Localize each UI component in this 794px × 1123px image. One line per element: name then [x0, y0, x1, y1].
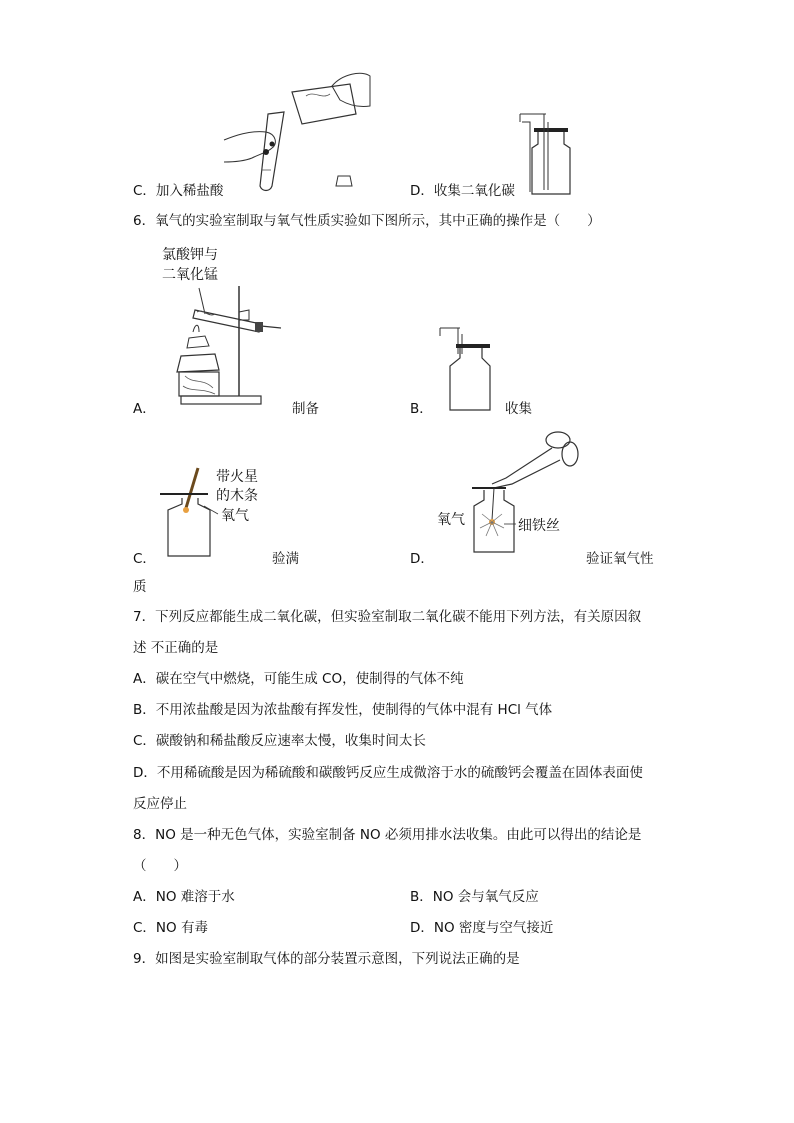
q6-c-label-line2: 的木条: [216, 488, 258, 504]
q8-option-c: C．NO 有毒: [133, 920, 208, 936]
q6-a-label-line1: 氯酸钾与: [162, 247, 218, 263]
gas-collection-bottle-q5: [518, 108, 574, 196]
oxygen-full-test-apparatus: [160, 466, 220, 558]
q6-option-d-caption: 验证氧气性: [586, 551, 654, 567]
q7-option-d-line2: 反应停止: [133, 796, 187, 812]
q6-d-label-oxygen: 氧气: [437, 512, 465, 528]
q6-a-label-line2: 二氧化锰: [162, 267, 218, 283]
q7-option-c: C．碳酸钠和稀盐酸反应速率太慢，收集时间太长: [133, 733, 426, 749]
q6-option-a-caption: 制备: [292, 401, 319, 417]
q6-stem: 6．氧气的实验室制取与氧气性质实验如下图所示，其中正确的操作是（ ）: [133, 213, 601, 229]
q7-stem-line1: 7．下列反应都能生成二氧化碳，但实验室制取二氧化碳不能用下列方法，有关原因叙: [133, 609, 642, 625]
q6-c-label-line1: 带火星: [216, 469, 258, 485]
q7-option-d-line1: D．不用稀硫酸是因为稀硫酸和碳酸钙反应生成微溶于水的硫酸钙会覆盖在固体表面使: [133, 765, 643, 781]
gas-collection-bottle-q6: [436, 324, 496, 414]
oxygen-preparation-apparatus: [175, 284, 285, 410]
q8-stem-line1: 8．NO 是一种无色气体，实验室制备 NO 必须用排水法收集。由此可以得出的结论是: [133, 827, 642, 843]
q6-c-label-oxygen: 氧气: [221, 508, 249, 524]
q7-stem-line2: 述 不正确的是: [133, 640, 219, 656]
q6-d-label-iron-wire: 细铁丝: [518, 518, 560, 534]
q6-option-a: A．: [133, 401, 156, 417]
q6-option-d-caption-cont: 质: [133, 579, 147, 595]
q6-option-b: B．: [410, 401, 433, 417]
q6-option-c-caption: 验满: [272, 551, 299, 567]
q7-option-b: B．不用浓盐酸是因为浓盐酸有挥发性，使制得的气体中混有 HCl 气体: [133, 702, 553, 718]
q9-stem: 9．如图是实验室制取气体的部分装置示意图，下列说法正确的是: [133, 951, 520, 967]
q6-option-b-caption: 收集: [505, 401, 532, 417]
q6-option-d: D．: [410, 551, 434, 567]
q7-option-a: A．碳在空气中燃烧，可能生成 CO，使制得的气体不纯: [133, 671, 464, 687]
q8-option-a: A．NO 难溶于水: [133, 889, 235, 905]
q5-option-d: D．收集二氧化碳: [410, 183, 515, 199]
q8-option-b: B．NO 会与氧气反应: [410, 889, 539, 905]
q8-stem-line2: （ ）: [133, 858, 187, 874]
iron-wire-combustion-apparatus: [466, 428, 582, 560]
pouring-acid-illustration: [222, 66, 372, 196]
q8-option-d: D．NO 密度与空气接近: [410, 920, 554, 936]
q6-option-c: C．: [133, 551, 156, 567]
q5-option-c: C．加入稀盐酸: [133, 183, 224, 199]
